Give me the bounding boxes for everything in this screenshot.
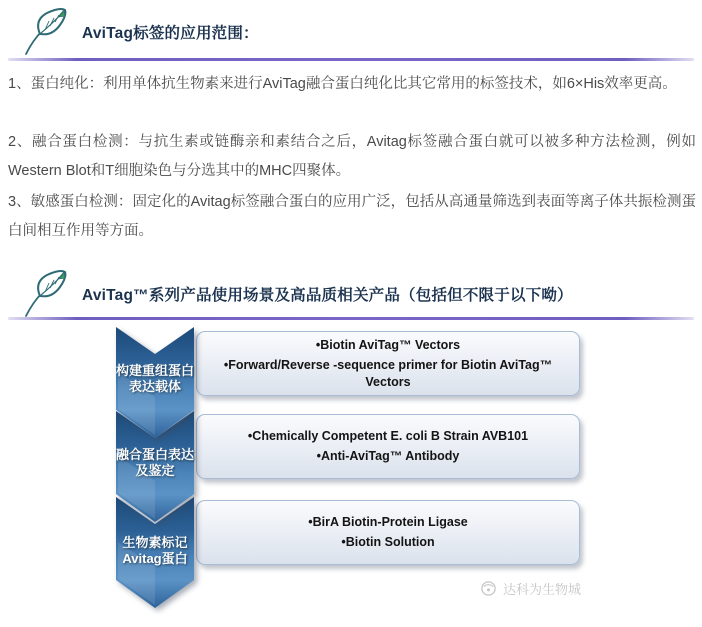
step3-label-line1: 生物素标记 — [122, 535, 188, 550]
step1-product-item: •Forward/Reverse -sequence primer for Biotin AviTag™ Vectors — [223, 357, 553, 389]
paragraph-3: 3、敏感蛋白检测：固定化的Avitag标签融合蛋白的应用广泛，包括从高通量筛选到表面等离子体共振检测蛋白间相互作用等方面。 — [8, 194, 696, 239]
step3-label-line2: Avitag蛋白 — [122, 551, 188, 566]
step2-label-line1: 融合蛋白表达 — [115, 447, 194, 462]
step2-label — [112, 447, 198, 479]
section2-title: AviTag™系列产品使用场景及高品质相关产品（包括但不限于以下呦） — [82, 287, 573, 304]
step2-product-item: •Chemically Competent E. coli B Strain AVB101 — [247, 429, 529, 443]
step3-product-box — [196, 500, 580, 565]
watermark-logo-icon — [480, 580, 497, 597]
section1-divider — [8, 58, 694, 61]
step1-label — [112, 363, 198, 395]
step3-product-item: •BirA Biotin-Protein Ligase — [308, 515, 468, 529]
step1-label-line2: 表达载体 — [128, 379, 181, 394]
watermark-text: 达科为生物城 — [503, 582, 582, 597]
watermark — [480, 579, 581, 598]
step3-product-item: •Biotin Solution — [341, 535, 435, 549]
step2-product-box — [196, 414, 580, 479]
step1-label-line1: 构建重组蛋白 — [115, 363, 194, 378]
step2-product-item: •Anti-AviTag™ Antibody — [316, 449, 460, 463]
step1-product-box — [196, 331, 580, 396]
section2-divider — [8, 317, 694, 320]
quill-feather-icon — [20, 268, 72, 320]
quill-feather-icon — [20, 6, 72, 58]
section1-title: AviTag标签的应用范围： — [82, 25, 259, 42]
paragraph-1: 1、蛋白纯化：利用单体抗生物素来进行AviTag融合蛋白纯化比其它常用的标签技术，如6×His效率更高。 — [8, 76, 677, 92]
section1-header — [20, 6, 259, 58]
section2-header — [20, 268, 573, 320]
step2-label-line2: 及鉴定 — [135, 463, 175, 478]
paragraph-2: 2、融合蛋白检测：与抗生素或链酶亲和素结合之后，Avitag标签融合蛋白就可以被多种方法检测，例如Western Blot和T细胞染色与分选其中的MHC四聚体。 — [8, 134, 696, 179]
step1-product-item: •Biotin AviTag™ Vectors — [315, 337, 461, 352]
step3-label — [112, 535, 198, 567]
